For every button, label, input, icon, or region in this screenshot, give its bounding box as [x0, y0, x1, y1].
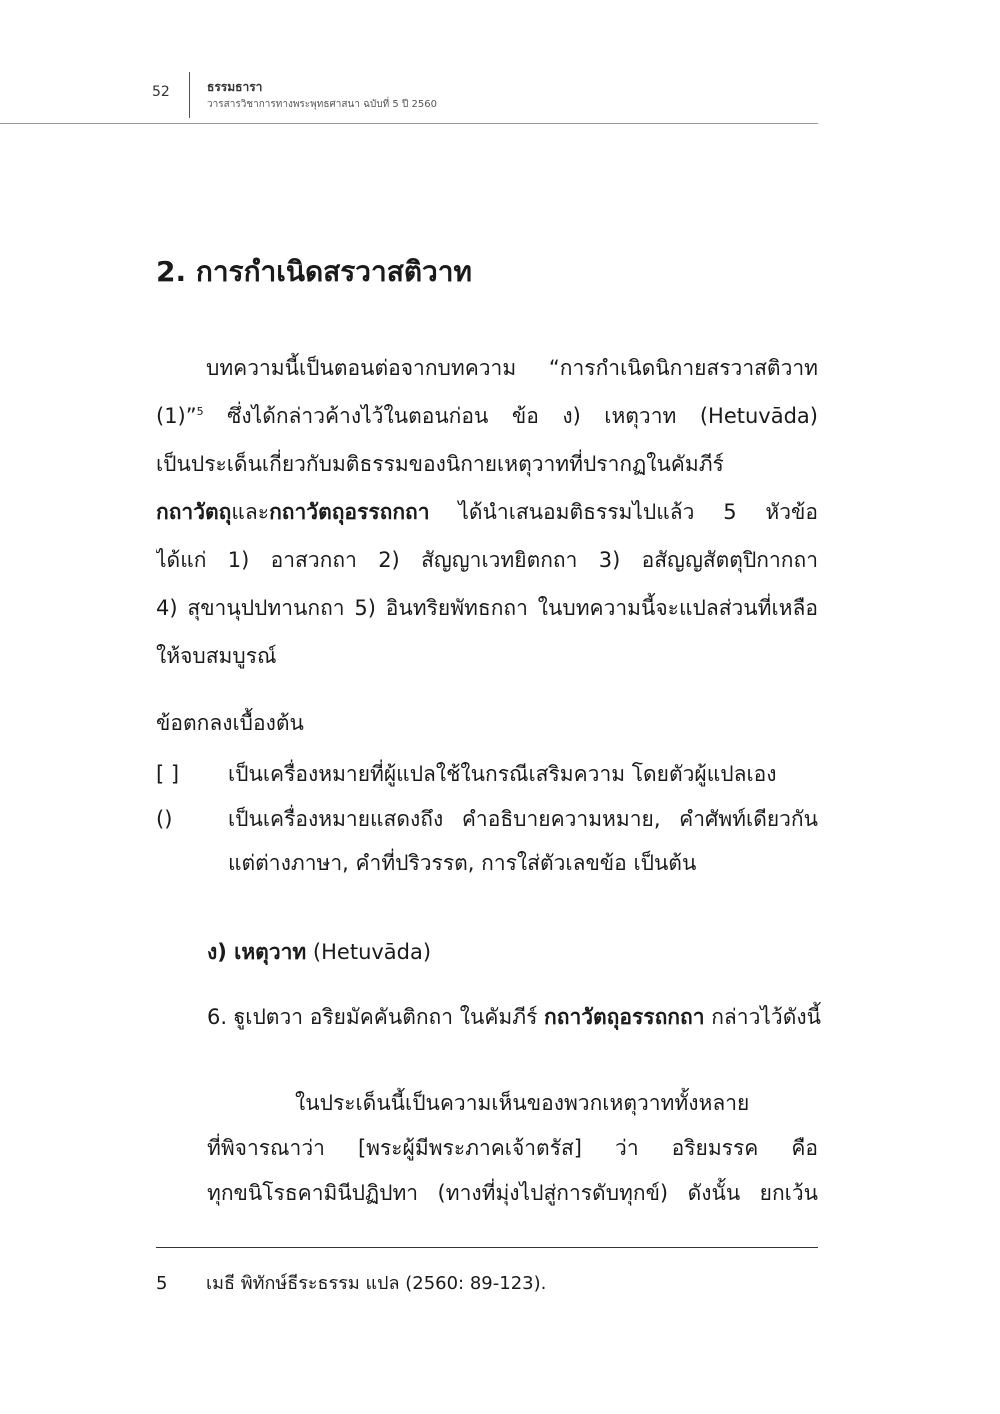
quote-line: ในประเด็นนี้เป็นความเห็นของพวกเหตุวาททั้งหลาย	[295, 1091, 750, 1115]
journal-subtitle: วารสารวิชาการทางพระพุทธศาสนา ฉบับที่ 5 ปี 2560	[207, 99, 437, 110]
header-divider	[189, 72, 190, 118]
intro-line: 4) สุขานุปปทานกถา 5) อินทริยพัทธกถา ในบทความนี้จะแปลส่วนที่เหลือ	[156, 596, 818, 620]
convention-line: เป็นเครื่องหมายแสดงถึง คำอธิบายความหมาย, คำศัพท์เดียวกัน	[228, 807, 818, 831]
quote-line: ทุกขนิโรธคามินีปฏิปทา (ทางที่มุ่งไปสู่การดับทุกข์) ดังนั้น ยกเว้น	[207, 1181, 818, 1205]
intro-text: ได้นำเสนอมติธรรมไปแล้ว 5 หัวข้อ	[429, 500, 818, 524]
footnote-text: เมธี พิทักษ์ธีระธรรม แปล (2560: 89-123).	[206, 1273, 547, 1294]
page-number: 52	[152, 84, 170, 100]
scripture-title: กถาวัตถุ	[156, 500, 232, 524]
item-6	[207, 1001, 821, 1034]
convention-item	[156, 797, 818, 885]
subsection-pali: (Hetuvāda)	[306, 940, 432, 964]
journal-title: ธรรมธารา	[207, 80, 263, 94]
intro-paragraph	[156, 344, 818, 680]
footnote	[156, 1268, 546, 1297]
conventions-heading: ข้อตกลงเบื้องต้น	[156, 711, 304, 735]
header-rule	[0, 123, 818, 124]
intro-text: ซึ่งได้กล่าวค้างไว้ในตอนก่อน ข้อ ง) เหตุวาท (Hetuvāda)	[203, 404, 818, 428]
quote-line: ที่พิจารณาว่า [พระผู้มีพระภาคเจ้าตรัส] ว่า อริยมรรค คือ	[207, 1136, 818, 1160]
convention-line: เป็นเครื่องหมายที่ผู้แปลใช้ในกรณีเสริมความ โดยตัวผู้แปลเอง	[228, 762, 777, 786]
intro-line: ให้จบสมบูรณ์	[156, 644, 277, 668]
item-6-text: กล่าวไว้ดังนี้	[704, 1005, 821, 1029]
footnote-rule	[156, 1247, 818, 1248]
subsection-heading	[207, 936, 431, 969]
convention-text	[228, 797, 818, 885]
convention-text	[228, 752, 818, 796]
intro-text: และ	[231, 500, 270, 524]
convention-symbol: ()	[156, 807, 173, 831]
convention-line: แต่ต่างภาษา, คำที่ปริวรรต, การใส่ตัวเลขข้อ เป็นต้น	[228, 851, 697, 875]
intro-line: ได้แก่ 1) อาสวกถา 2) สัญญาเวทยิตกถา 3) อสัญญสัตตุปิกากถา	[156, 548, 818, 572]
scripture-title: กถาวัตถุอรรถกถา	[269, 500, 430, 524]
footnote-number: 5	[156, 1273, 168, 1294]
scripture-title: กถาวัตถุอรรถกถา	[544, 1005, 705, 1029]
translation-quote	[207, 1081, 818, 1216]
convention-item	[156, 752, 818, 796]
intro-line	[156, 392, 818, 440]
page-header	[0, 0, 1000, 126]
intro-line: บทความนี้เป็นตอนต่อจากบทความ “การกำเนิดนิกายสรวาสติวาท	[206, 356, 818, 380]
intro-line: เป็นประเด็นเกี่ยวกับมติธรรมของนิกายเหตุวาทที่ปรากฏในคัมภีร์	[156, 452, 724, 476]
footnote-reference[interactable]: 5	[196, 405, 204, 418]
section-heading: 2. การกำเนิดสรวาสติวาท	[156, 255, 472, 288]
intro-line	[156, 488, 818, 536]
subsection-label: ง) เหตุวาท	[207, 940, 307, 964]
item-6-text: 6. ฐูเปตวา อริยมัคคันติกถา ในคัมภีร์	[207, 1005, 545, 1029]
intro-text: (1)”	[156, 404, 197, 428]
convention-symbol: [ ]	[156, 762, 180, 786]
